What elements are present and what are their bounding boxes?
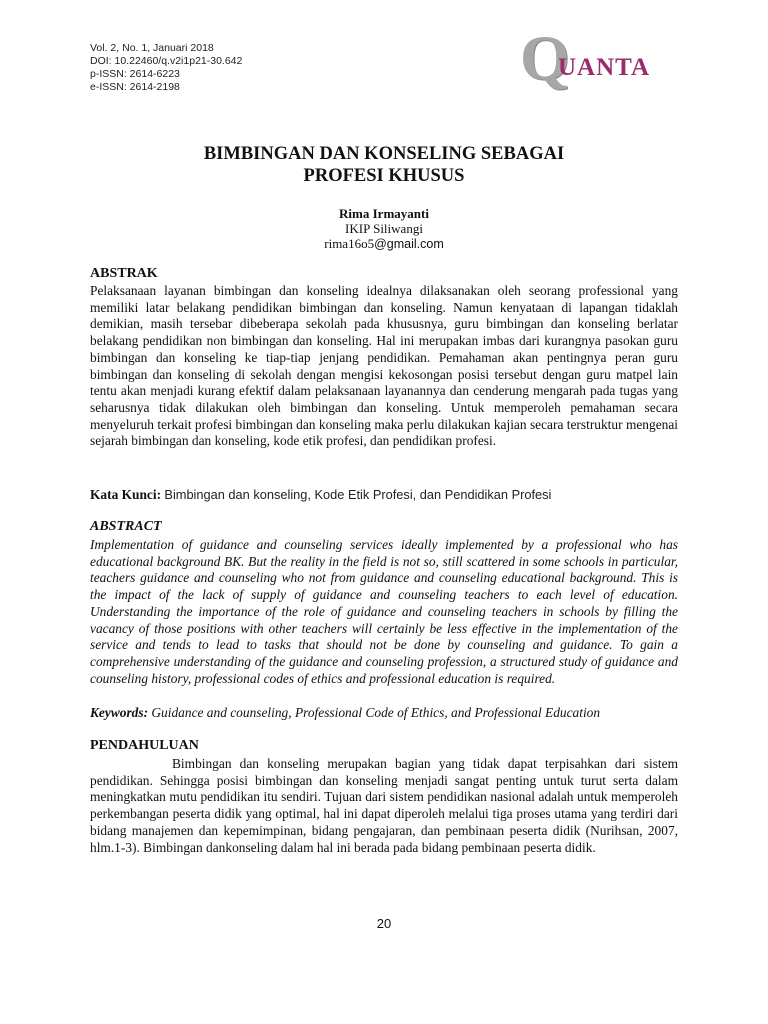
email-domain: @gmail.com xyxy=(374,237,444,251)
abstrak-heading: ABSTRAK xyxy=(90,266,158,281)
abstract-keywords xyxy=(90,705,730,721)
author-email xyxy=(0,236,768,252)
pendahuluan-heading: PENDAHULUAN xyxy=(90,738,199,753)
journal-volume: Vol. 2, No. 1, Januari 2018 xyxy=(90,42,214,54)
abstract-body xyxy=(90,537,678,687)
paper-title xyxy=(0,143,768,187)
abstract-text: Implementation of guidance and counseling services ideally implemented by a professional who has educational background BK. But the reality in the field is not so, still scattered in some schools in particular, teachers guidance and counseling who not from guidance and counseling educational background. This is the impact of the lack of supply of guidance and counseling teachers to each level of education. Understanding the importance of the role of guidance and counseling teachers in schools by filling the vacancy of those positions with other teachers will certainly be less effective in the implementation of the service and tends to lead to tasks that should not be done by counseling and guidance. To gain a comprehensive understanding of the guidance and counseling profession, a structured study of guidance and counseling history, professional codes of ethics and professional education is required. xyxy=(90,537,678,686)
email-user: rima16o5 xyxy=(324,236,375,251)
quanta-logo xyxy=(520,22,690,93)
abstrak-text: Pelaksanaan layanan bimbingan dan konseling idealnya dilaksanakan oleh seorang professional yang memiliki latar belakang pendidikan bimbingan dan konseling. Namun kenyataan di lapangan tidaklah demikian, masih tersebar dibeberapa sekolah pada khususnya, guru bimbingan dan konseling berlatar belakang pendidikan non bimbingan dan konseling. Hal ini merupakan imbas dari kurangnya pasokan guru bimbingan dan konseling ke tiap-tiap jenjang pendidikan. Pemahaman akan pentingnya peran guru bimbingan dan konseling di sekolah dengan mengisi kekosongan posisi tersebut dengan guru matpel lain tentu akan menjadi kurang efektif dalam pelaksanaan layanannya dan cenderung mengarah pada tugas yang seharusnya tidak dilakukan oleh bimbingan dan konseling. Untuk memperoleh pemahaman secara menyeluruh terkait profesi bimbingan dan konseling maka perlu dilakukan kajian secara terstruktur mengenai sejarah bimbingan dan konseling, kode etik profesi, dan pendidikan profesi. xyxy=(90,283,678,449)
journal-pissn: p-ISSN: 2614-6223 xyxy=(90,68,180,80)
keywords-value: Guidance and counseling, Professional Code of Ethics, and Professional Education xyxy=(151,705,601,720)
logo-initial: Q xyxy=(520,22,570,93)
keywords-label: Keywords: xyxy=(90,705,149,720)
page-number: 20 xyxy=(376,916,392,931)
author-institution: IKIP Siliwangi xyxy=(345,221,423,236)
author-name: Rima Irmayanti xyxy=(339,206,429,221)
abstrak-body xyxy=(90,283,678,450)
pendahuluan-text: Bimbingan dan konseling merupakan bagian yang tidak dapat terpisahkan dari sistem pendidikan. Sehingga posisi bimbingan dan konseling menjadi sangat penting untuk turut serta dalam meningkatkan mutu pendidikan itu sendiri. Tujuan dari sistem pendidikan nasional adalah untuk memperoleh perkembangan peserta didik yang optimal, hal ini dapat diperoleh melalui tiga proses utama yang terdiri dari bidang manajemen dan kepemimpinan, bidang pengajaran, dan pembinaan peserta didik (Nurihsan, 2007, hlm.1-3). Bimbingan dankonseling dalam hal ini berada pada bidang pembinaan peserta didik. xyxy=(90,756,678,855)
pendahuluan-body xyxy=(90,756,678,856)
journal-eissn: e-ISSN: 2614-2198 xyxy=(90,81,180,93)
title-line-2: PROFESI KHUSUS xyxy=(303,166,465,186)
abstract-heading: ABSTRACT xyxy=(90,519,162,534)
logo-text: UANTA xyxy=(558,54,651,81)
journal-meta xyxy=(90,42,242,94)
journal-doi: DOI: 10.22460/q.v2i1p21-30.642 xyxy=(90,55,243,67)
title-line-1: BIMBINGAN DAN KONSELING SEBAGAI xyxy=(203,144,565,164)
abstrak-keywords xyxy=(90,487,730,503)
kata-kunci-value: Bimbingan dan konseling, Kode Etik Profesi, dan Pendidikan Profesi xyxy=(164,487,552,502)
kata-kunci-label: Kata Kunci: xyxy=(90,487,162,502)
